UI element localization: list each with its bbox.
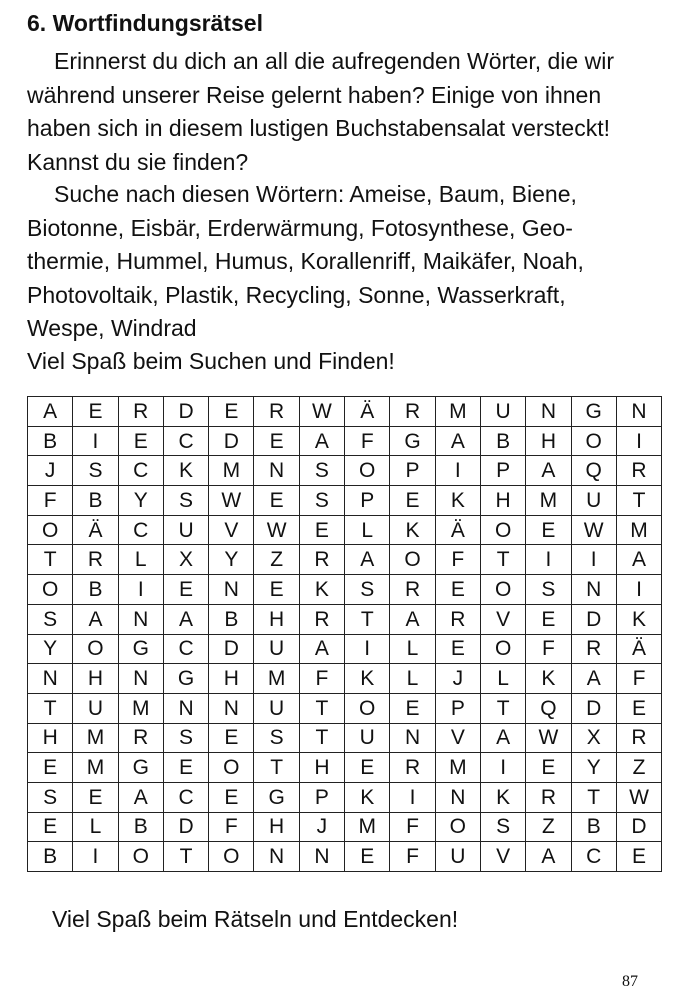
grid-cell[interactable]: N xyxy=(616,397,661,427)
grid-cell[interactable]: M xyxy=(118,693,163,723)
grid-cell[interactable]: E xyxy=(163,575,208,605)
grid-cell[interactable]: O xyxy=(209,753,254,783)
grid-cell[interactable]: K xyxy=(299,575,344,605)
grid-cell[interactable]: A xyxy=(571,664,616,694)
grid-cell[interactable]: T xyxy=(28,545,73,575)
grid-cell[interactable]: D xyxy=(571,693,616,723)
grid-cell[interactable]: B xyxy=(118,812,163,842)
grid-cell[interactable]: N xyxy=(571,575,616,605)
grid-row xyxy=(28,575,662,605)
grid-cell[interactable]: I xyxy=(480,753,525,783)
grid-row xyxy=(28,723,662,753)
grid-cell[interactable]: O xyxy=(118,842,163,872)
grid-cell[interactable]: O xyxy=(28,575,73,605)
grid-cell[interactable]: E xyxy=(254,575,299,605)
grid-cell[interactable]: A xyxy=(616,545,661,575)
grid-cell[interactable]: E xyxy=(73,782,118,812)
grid-cell[interactable]: V xyxy=(480,842,525,872)
grid-cell[interactable]: S xyxy=(299,456,344,486)
grid-cell[interactable]: R xyxy=(571,634,616,664)
grid-cell[interactable]: X xyxy=(571,723,616,753)
grid-cell[interactable]: K xyxy=(345,664,390,694)
grid-cell[interactable]: R xyxy=(118,723,163,753)
grid-cell[interactable]: A xyxy=(118,782,163,812)
grid-cell[interactable]: U xyxy=(254,634,299,664)
grid-cell[interactable]: M xyxy=(435,753,480,783)
grid-cell[interactable]: H xyxy=(28,723,73,753)
grid-row xyxy=(28,486,662,516)
grid-cell[interactable]: N xyxy=(254,842,299,872)
grid-cell[interactable]: N xyxy=(526,397,571,427)
grid-cell[interactable]: O xyxy=(435,812,480,842)
grid-cell[interactable]: I xyxy=(73,842,118,872)
grid-cell[interactable]: C xyxy=(163,782,208,812)
grid-cell[interactable]: R xyxy=(254,397,299,427)
grid-cell[interactable]: H xyxy=(254,604,299,634)
grid-cell[interactable]: R xyxy=(118,397,163,427)
grid-cell[interactable]: C xyxy=(571,842,616,872)
grid-cell[interactable]: I xyxy=(73,426,118,456)
grid-cell[interactable]: F xyxy=(345,426,390,456)
grid-cell[interactable]: A xyxy=(28,397,73,427)
grid-cell[interactable]: M xyxy=(616,515,661,545)
grid-cell[interactable]: T xyxy=(480,545,525,575)
grid-cell[interactable]: H xyxy=(480,486,525,516)
grid-cell[interactable]: G xyxy=(390,426,435,456)
grid-cell[interactable]: R xyxy=(73,545,118,575)
grid-cell[interactable]: J xyxy=(435,664,480,694)
grid-cell[interactable]: A xyxy=(299,634,344,664)
grid-cell[interactable]: M xyxy=(209,456,254,486)
grid-cell[interactable]: H xyxy=(209,664,254,694)
grid-cell[interactable]: E xyxy=(526,604,571,634)
grid-cell[interactable]: B xyxy=(28,426,73,456)
grid-cell[interactable]: O xyxy=(480,634,525,664)
grid-cell[interactable]: N xyxy=(209,575,254,605)
grid-cell[interactable]: Y xyxy=(28,634,73,664)
grid-cell[interactable]: Ä xyxy=(345,397,390,427)
grid-cell[interactable]: I xyxy=(118,575,163,605)
grid-cell[interactable]: N xyxy=(163,693,208,723)
grid-cell[interactable]: I xyxy=(571,545,616,575)
grid-cell[interactable]: G xyxy=(118,634,163,664)
grid-cell[interactable]: F xyxy=(390,842,435,872)
grid-cell[interactable]: N xyxy=(254,456,299,486)
grid-cell[interactable]: A xyxy=(345,545,390,575)
grid-cell[interactable]: Z xyxy=(616,753,661,783)
grid-cell[interactable]: D xyxy=(163,812,208,842)
grid-cell[interactable]: R xyxy=(390,753,435,783)
grid-cell[interactable]: S xyxy=(345,575,390,605)
grid-row xyxy=(28,812,662,842)
grid-cell[interactable]: B xyxy=(28,842,73,872)
grid-cell[interactable]: R xyxy=(435,604,480,634)
grid-cell[interactable]: S xyxy=(254,723,299,753)
grid-row xyxy=(28,397,662,427)
grid-cell[interactable]: Z xyxy=(254,545,299,575)
grid-cell[interactable]: S xyxy=(526,575,571,605)
grid-cell[interactable]: N xyxy=(435,782,480,812)
grid-cell[interactable]: F xyxy=(209,812,254,842)
grid-cell[interactable]: G xyxy=(118,753,163,783)
grid-cell[interactable]: U xyxy=(435,842,480,872)
grid-cell[interactable]: E xyxy=(526,753,571,783)
grid-cell[interactable]: B xyxy=(73,486,118,516)
grid-cell[interactable]: U xyxy=(571,486,616,516)
grid-cell[interactable]: E xyxy=(345,842,390,872)
grid-cell[interactable]: F xyxy=(299,664,344,694)
grid-cell[interactable]: S xyxy=(163,486,208,516)
grid-cell[interactable]: E xyxy=(163,753,208,783)
grid-cell[interactable]: T xyxy=(616,486,661,516)
grid-cell[interactable]: T xyxy=(480,693,525,723)
grid-cell[interactable]: P xyxy=(390,456,435,486)
grid-cell[interactable]: I xyxy=(616,575,661,605)
grid-cell[interactable]: R xyxy=(616,723,661,753)
grid-cell[interactable]: G xyxy=(163,664,208,694)
grid-cell[interactable]: N xyxy=(118,664,163,694)
grid-cell[interactable]: Y xyxy=(571,753,616,783)
grid-cell[interactable]: B xyxy=(73,575,118,605)
grid-cell[interactable]: O xyxy=(73,634,118,664)
grid-cell[interactable]: C xyxy=(163,634,208,664)
grid-cell[interactable]: E xyxy=(209,782,254,812)
grid-row xyxy=(28,634,662,664)
grid-cell[interactable]: I xyxy=(390,782,435,812)
grid-cell[interactable]: B xyxy=(480,426,525,456)
grid-cell[interactable]: C xyxy=(118,515,163,545)
grid-cell[interactable]: T xyxy=(28,693,73,723)
grid-cell[interactable]: V xyxy=(435,723,480,753)
grid-row xyxy=(28,664,662,694)
grid-cell[interactable]: L xyxy=(345,515,390,545)
grid-cell[interactable]: V xyxy=(480,604,525,634)
grid-cell[interactable]: O xyxy=(390,545,435,575)
grid-cell[interactable]: P xyxy=(480,456,525,486)
grid-cell[interactable]: R xyxy=(616,456,661,486)
grid-cell[interactable]: Y xyxy=(118,486,163,516)
grid-cell[interactable]: B xyxy=(571,812,616,842)
grid-row xyxy=(28,753,662,783)
grid-cell[interactable]: O xyxy=(571,426,616,456)
closing-line-bottom: Viel Spaß beim Rätseln und Entdecken! xyxy=(52,906,459,932)
grid-cell[interactable]: E xyxy=(209,723,254,753)
grid-cell[interactable]: T xyxy=(571,782,616,812)
grid-cell[interactable]: R xyxy=(299,604,344,634)
grid-cell[interactable]: E xyxy=(118,426,163,456)
grid-cell[interactable]: T xyxy=(299,693,344,723)
grid-cell[interactable]: U xyxy=(345,723,390,753)
grid-cell[interactable]: O xyxy=(480,515,525,545)
grid-row xyxy=(28,842,662,872)
grid-cell[interactable]: W xyxy=(571,515,616,545)
grid-cell[interactable]: L xyxy=(118,545,163,575)
grid-cell[interactable]: M xyxy=(73,753,118,783)
grid-cell[interactable]: R xyxy=(299,545,344,575)
grid-cell[interactable]: K xyxy=(480,782,525,812)
grid-cell[interactable]: W xyxy=(526,723,571,753)
grid-cell[interactable]: N xyxy=(118,604,163,634)
grid-row xyxy=(28,426,662,456)
grid-cell[interactable]: H xyxy=(299,753,344,783)
grid-cell[interactable]: S xyxy=(299,486,344,516)
grid-cell[interactable]: E xyxy=(435,575,480,605)
grid-cell[interactable]: K xyxy=(345,782,390,812)
grid-cell[interactable]: F xyxy=(435,545,480,575)
grid-cell[interactable]: R xyxy=(526,782,571,812)
grid-cell[interactable]: E xyxy=(28,753,73,783)
word-list-paragraph: Suche nach diesen Wörtern: Ameise, Baum, Biene, Biotonne, Eisbär, Erderwärmung, Fotosynthese, Geo-thermie, Hummel, Humus, Korallenriff, Maikäfer, Noah, Photovoltaik, Plastik, Recycling, Sonne, Wasserkraft, Wespe, Windrad xyxy=(27,181,584,341)
grid-cell[interactable]: W xyxy=(616,782,661,812)
grid-cell[interactable]: T xyxy=(345,604,390,634)
grid-cell[interactable]: I xyxy=(616,426,661,456)
grid-cell[interactable]: E xyxy=(299,515,344,545)
grid-row xyxy=(28,693,662,723)
grid-cell[interactable]: D xyxy=(209,426,254,456)
closing-line-top: Viel Spaß beim Suchen und Finden! xyxy=(27,348,395,374)
grid-cell[interactable]: U xyxy=(73,693,118,723)
grid-row xyxy=(28,545,662,575)
grid-cell[interactable]: R xyxy=(390,397,435,427)
grid-cell[interactable]: M xyxy=(435,397,480,427)
grid-cell[interactable]: A xyxy=(480,723,525,753)
grid-row xyxy=(28,515,662,545)
grid-cell[interactable]: I xyxy=(345,634,390,664)
grid-cell[interactable]: E xyxy=(526,515,571,545)
grid-cell[interactable]: L xyxy=(73,812,118,842)
grid-cell[interactable]: Y xyxy=(209,545,254,575)
grid-cell[interactable]: O xyxy=(480,575,525,605)
grid-cell[interactable]: P xyxy=(435,693,480,723)
grid-cell[interactable]: G xyxy=(571,397,616,427)
grid-cell[interactable]: M xyxy=(254,664,299,694)
grid-cell[interactable]: P xyxy=(345,486,390,516)
grid-cell[interactable]: F xyxy=(616,664,661,694)
grid-cell[interactable]: N xyxy=(390,723,435,753)
grid-cell[interactable]: H xyxy=(73,664,118,694)
intro-paragraph: Erinnerst du dich an all die aufregenden Wörter, die wir während unserer Reise gelernt haben? Einige von ihnen haben sich in diesem lustigen Buchstabensalat versteckt! Kannst du sie finden? xyxy=(27,48,614,175)
grid-cell[interactable]: E xyxy=(254,426,299,456)
grid-cell[interactable]: W xyxy=(299,397,344,427)
grid-cell[interactable]: U xyxy=(480,397,525,427)
grid-cell[interactable]: A xyxy=(526,842,571,872)
grid-cell[interactable]: U xyxy=(254,693,299,723)
grid-cell[interactable]: E xyxy=(435,634,480,664)
grid-cell[interactable]: J xyxy=(299,812,344,842)
grid-cell[interactable]: L xyxy=(390,664,435,694)
grid-cell[interactable]: L xyxy=(480,664,525,694)
grid-cell[interactable]: I xyxy=(435,456,480,486)
grid-cell[interactable]: K xyxy=(163,456,208,486)
grid-cell[interactable]: J xyxy=(28,456,73,486)
grid-cell[interactable]: A xyxy=(299,426,344,456)
grid-cell[interactable]: D xyxy=(163,397,208,427)
grid-cell[interactable]: N xyxy=(299,842,344,872)
grid-row xyxy=(28,456,662,486)
grid-cell[interactable]: S xyxy=(480,812,525,842)
page-number: 87 xyxy=(622,973,638,990)
grid-cell[interactable]: K xyxy=(435,486,480,516)
grid-cell[interactable]: H xyxy=(254,812,299,842)
grid-cell[interactable]: V xyxy=(209,515,254,545)
grid-cell[interactable]: S xyxy=(28,604,73,634)
grid-cell[interactable]: D xyxy=(616,812,661,842)
grid-cell[interactable]: K xyxy=(616,604,661,634)
grid-cell[interactable]: W xyxy=(254,515,299,545)
page-title: 6. Wortfindungsrätsel xyxy=(27,10,263,36)
grid-cell[interactable]: E xyxy=(390,693,435,723)
grid-cell[interactable]: A xyxy=(73,604,118,634)
grid-cell[interactable]: Ä xyxy=(435,515,480,545)
grid-row xyxy=(28,604,662,634)
grid-cell[interactable]: W xyxy=(209,486,254,516)
grid-cell[interactable]: X xyxy=(163,545,208,575)
grid-cell[interactable]: A xyxy=(163,604,208,634)
grid-cell[interactable]: S xyxy=(28,782,73,812)
grid-cell[interactable]: P xyxy=(299,782,344,812)
grid-cell[interactable]: Ä xyxy=(73,515,118,545)
grid-cell[interactable]: E xyxy=(73,397,118,427)
grid-cell[interactable]: Z xyxy=(526,812,571,842)
grid-cell[interactable]: D xyxy=(209,634,254,664)
grid-cell[interactable]: C xyxy=(163,426,208,456)
grid-cell[interactable]: L xyxy=(390,634,435,664)
grid-cell[interactable]: E xyxy=(616,842,661,872)
grid-cell[interactable]: O xyxy=(345,456,390,486)
grid-cell[interactable]: D xyxy=(571,604,616,634)
grid-cell[interactable]: O xyxy=(345,693,390,723)
grid-cell[interactable]: T xyxy=(299,723,344,753)
grid-cell[interactable]: E xyxy=(390,486,435,516)
grid-cell[interactable]: A xyxy=(390,604,435,634)
grid-cell[interactable]: O xyxy=(28,515,73,545)
grid-cell[interactable]: T xyxy=(163,842,208,872)
grid-cell[interactable]: Q xyxy=(571,456,616,486)
grid-row xyxy=(28,782,662,812)
grid-cell[interactable]: M xyxy=(345,812,390,842)
grid-cell[interactable]: S xyxy=(163,723,208,753)
grid-cell[interactable]: A xyxy=(526,456,571,486)
grid-cell[interactable]: S xyxy=(73,456,118,486)
grid-cell[interactable]: G xyxy=(254,782,299,812)
grid-cell[interactable]: N xyxy=(209,693,254,723)
grid-cell[interactable]: M xyxy=(73,723,118,753)
word-search-grid xyxy=(27,396,662,872)
grid-cell[interactable]: E xyxy=(209,397,254,427)
grid-cell[interactable]: N xyxy=(28,664,73,694)
grid-cell[interactable]: F xyxy=(390,812,435,842)
grid-cell[interactable]: I xyxy=(526,545,571,575)
grid-cell[interactable]: C xyxy=(118,456,163,486)
grid-cell[interactable]: U xyxy=(163,515,208,545)
grid-cell[interactable]: M xyxy=(526,486,571,516)
grid-cell[interactable]: R xyxy=(390,575,435,605)
grid-cell[interactable]: F xyxy=(526,634,571,664)
grid-cell[interactable]: E xyxy=(345,753,390,783)
grid-cell[interactable]: H xyxy=(526,426,571,456)
grid-cell[interactable]: F xyxy=(28,486,73,516)
grid-cell[interactable]: E xyxy=(28,812,73,842)
grid-cell[interactable]: Ä xyxy=(616,634,661,664)
grid-cell[interactable]: E xyxy=(616,693,661,723)
grid-cell[interactable]: E xyxy=(254,486,299,516)
grid-cell[interactable]: K xyxy=(390,515,435,545)
grid-cell[interactable]: K xyxy=(526,664,571,694)
grid-cell[interactable]: Q xyxy=(526,693,571,723)
grid-cell[interactable]: A xyxy=(435,426,480,456)
grid-cell[interactable]: T xyxy=(254,753,299,783)
grid-cell[interactable]: B xyxy=(209,604,254,634)
grid-cell[interactable]: O xyxy=(209,842,254,872)
